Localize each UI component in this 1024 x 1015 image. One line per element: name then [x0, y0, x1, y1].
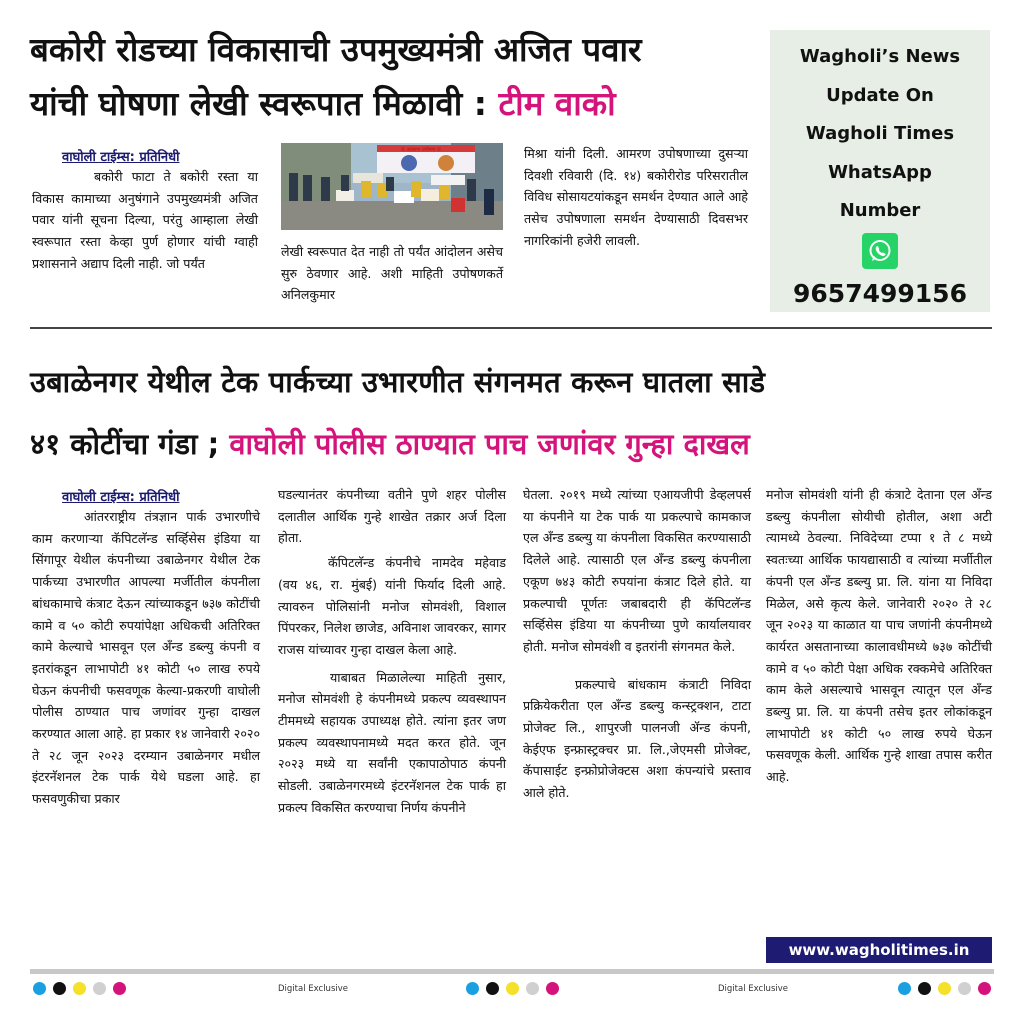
- top-col1-text: बकोरी फाटा ते बकोरी रस्ता या विकास कामाच्या अनुषंगाने उपमुख्यमंत्री अजित पवार यांनी सूचना दिल्या, परंतु आम्हाला लेखी स्वरूपात रस्ता केव्हा पुर्ण होणार यांची ग्वाही प्रशासनाने अद्याप दिली नाही. जो पर्यंत: [32, 169, 258, 271]
- top-headline-text: यांची घोषणा लेखी स्वरूपात मिळावी :: [30, 84, 488, 123]
- main-headline-black: ४१ कोटींचा गंडा ;: [30, 427, 220, 461]
- top-headline-line2: [30, 80, 616, 125]
- main-byline: वाघोली टाईम्स: प्रतिनिधी: [62, 490, 180, 505]
- top-col2-text: लेखी स्वरूपात देत नाही तो पर्यंत आंदोलन असेच सुरु ठेवणार आहे. अशी माहिती उपोषणकर्ते अनिलकुमार: [281, 244, 503, 303]
- whatsapp-number[interactable]: 9657499156: [793, 278, 967, 308]
- print-marks-left: [33, 982, 133, 998]
- main-col3-p2: प्रकल्पाचे बांधकाम कंत्राटी निविदा प्रक्रियेकरीता एल अँन्ड डब्ल्यु कन्स्ट्रक्शन, टाटा प्रोजेक्ट लि., शापुरजी पालनजी ॲन्ड कंपनी, केईएफ इन्फ्रास्ट्रक्चर प्रा. लि.,जेएमसी प्रोजेक्ट, कॅपासाईट इन्फ्रोप्रोजेक्टस अशा कंपन्यांचे प्रस्ताव आले होते.: [523, 676, 751, 801]
- footer-rule: [30, 969, 994, 974]
- print-dot: [526, 982, 539, 995]
- main-column-1: [32, 506, 260, 810]
- print-dot: [918, 982, 931, 995]
- print-dot: [938, 982, 951, 995]
- print-dot: [486, 982, 499, 995]
- main-column-3: [523, 484, 751, 804]
- main-col2-p3: याबाबत मिळालेल्या माहिती नुसार, मनोज सोमवंशी हे कंपनीमध्ये प्रकल्प व्यवस्थापन टीममध्ये सहायक उपाध्यक्ष होते. त्यांना इतर जण प्रकल्प व्यवस्थापनामध्ये मदत करत होते. जून २०२३ मध्ये या सर्वांनी एकापाठोपाठ कंपनी सोडली. उबाळेनगरमध्ये इंटरनॅशनल टेक पार्क हा प्रकल्प विकसित करण्याचा निर्णय कंपनीने: [278, 669, 506, 815]
- print-dot: [73, 982, 86, 995]
- protest-photo: [281, 143, 503, 230]
- print-dot: [466, 982, 479, 995]
- main-column-4: [766, 484, 992, 788]
- print-dot: [978, 982, 991, 995]
- print-dot: [113, 982, 126, 995]
- main-column-2: [278, 484, 506, 819]
- print-dot: [546, 982, 559, 995]
- print-dot: [958, 982, 971, 995]
- print-dot: [53, 982, 66, 995]
- main-col2-p1: घडल्यानंतर कंपनीच्या वतीने पुणे शहर पोलीस दलातील आर्थिक गुन्हे शाखेत तक्रार अर्ज दिला होता.: [278, 487, 506, 546]
- photo-banner-text: II आमरण उपोषण II: [401, 147, 441, 153]
- whatsapp-promo-box: [770, 30, 990, 312]
- footer-label-left: Digital Exclusive: [278, 984, 348, 994]
- top-byline: वाघोली टाईम्स: प्रतिनिधी: [62, 150, 180, 165]
- main-col3-p1: घेतला. २०१९ मध्ये त्यांच्या एआयजीपी डेव्हलपर्स या कंपनीने या टेक पार्क या प्रकल्पाचे कामकाज एल अँन्ड डब्ल्यु या कंपनीला विकसित करण्यासाठी दिलेले आहे. त्यासाठी एल अँन्ड डब्ल्यु कंपनीला एकूण ७४३ कोटी रुपयांना कंत्राट दिले होते. या प्रकल्पाची पूर्णतः जबाबदारी ही कॅपिटलॅन्ड सर्व्हिसेस इंडिया या कंपनीच्या पुणे कार्यालयावर होती. मनोज सोमवंशी व इतरांनी संगनमत केले.: [523, 487, 751, 654]
- main-headline-line1: उबाळेनगर येथील टेक पार्कच्या उभारणीत संगनमत करून घातला साडे: [30, 365, 766, 399]
- top-headline-line1: बकोरी रोडच्या विकासाची उपमुख्यमंत्री अजित पवार: [30, 30, 642, 69]
- website-link[interactable]: www.wagholitimes.in: [766, 937, 992, 963]
- print-dot: [506, 982, 519, 995]
- section-divider: [30, 327, 992, 329]
- print-marks-center: [466, 982, 566, 998]
- top-column-2: [281, 241, 503, 306]
- whatsapp-line-4: WhatsApp: [828, 161, 932, 183]
- print-dot: [93, 982, 106, 995]
- main-col4-text: मनोज सोमवंशी यांनी ही कंत्राटे देताना एल अँन्ड डब्ल्यु कंपनीला सोयीची होतील, अशा अटी त्यामध्ये ठेवल्या. निविदेच्या टप्पा १ ते ८ मध्ये स्वतःच्या आर्थिक फायद्यासाठी व त्यांच्या मर्जीतील कंपनी एल अँन्ड डब्ल्यु प्रा. लि. यांना या निविदा मिळेल, असे कृत्य केले. जानेवारी २०२० ते २८ जून २०२३ या काळात या पाच जणांनी कंपनीमध्ये कार्यरत असतानाच्या कालावधीमध्ये ७३७ कोटींची कामे व ५० कोटी पेक्षा अधिक रक्कमेचे अतिरिक्त काम केले असल्याचे भासवून त्यातून एल अँन्ड डब्ल्यु प्रा. लि. या कंपनी तसेच इतर लोकांकडून लाभापोटी ४१ कोटी ५० लाख रुपये घेऊन फसवणूक केली. आर्थिक गुन्हे शाखा तपास करीत आहे.: [766, 487, 992, 785]
- main-col1-text: आंतरराष्ट्रीय तंत्रज्ञान पार्क उभारणीचे काम करणाऱ्या कॅपिटलॅन्ड सर्व्हिसेस इंडिया या सिंगापूर येथील कंपनीच्या उबाळेनगर येथील टेक पार्कच्या उभारणीत आपल्या मर्जीतील कंपनीला बांधकामाचे कंत्राट देऊन त्यांच्याकडून ७३७ कोटींची कामे व ५० कोटी रुपयांपेक्षा अधिकची अतिरिक्त कामे केल्याचे भासवून एल अँन्ड डब्ल्यु कंपनी व इतरांकडून लाभापोटी ४१ कोटी ५० लाख रुपये घेऊन कंपनीची फसवणूक केल्या-प्रकरणी वाघोली पोलीस ठाण्यात पाच जणांवर गुन्हा दाखल करण्यात आला आहे. हा प्रकार १४ जानेवारी २०२० ते २८ जून २०२३ दरम्यान उबाळेनगर मधील इंटरनॅशनल टेक पार्क येथे घडला आहे. हा फसवणुकीचा प्रकार: [32, 509, 260, 807]
- main-headline-pink: वाघोली पोलीस ठाण्यात पाच जणांवर गुन्हा दाखल: [229, 427, 750, 461]
- top-column-1: [32, 166, 258, 275]
- main-headline-line2: [30, 424, 750, 463]
- whatsapp-line-3: Wagholi Times: [805, 123, 955, 144]
- main-col2-p2: कॅपिटलॅन्ड कंपनीचे नामदेव महेवाड (वय ४६, रा. मुंबई) यांनी फिर्याद दिली आहे. त्यावरुन पोलिसांनी मनोज सोमवंशी, विशाल पिंपरकर, निलेश छाजेड, अविनाश जावरकर, सागर राजस यांच्यावर गुन्हा दाखल केला आहे.: [278, 555, 506, 657]
- footer-label-right: Digital Exclusive: [718, 984, 788, 994]
- top-headline-highlight: टीम वाको: [498, 84, 616, 123]
- whatsapp-line-5: Number: [839, 200, 921, 221]
- whatsapp-line-1: Wagholi’s News: [799, 46, 961, 67]
- print-dot: [898, 982, 911, 995]
- print-dot: [33, 982, 46, 995]
- print-marks-right: [898, 982, 998, 998]
- top-column-3: [524, 143, 748, 252]
- top-col3-text: मिश्रा यांनी दिली. आमरण उपोषणाच्या दुसऱ्या दिवशी रविवारी (दि. १४) बकोरीरोड परिसरातील विविध सोसायटयांकडून समर्थन देण्यात आले आहे तसेच उपोषणाला समर्थन देण्यासाठी दिवसभर नागरिकांनी हजेरी लावली.: [524, 146, 748, 248]
- whatsapp-line-2: Update On: [826, 84, 934, 106]
- whatsapp-icon[interactable]: [862, 233, 898, 269]
